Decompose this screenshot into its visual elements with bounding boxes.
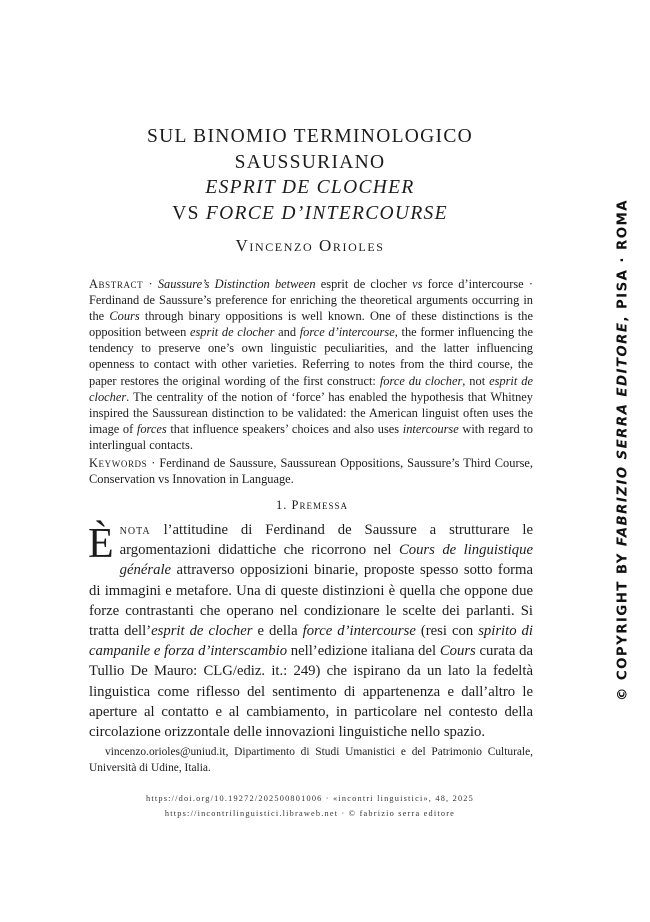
title-line-4 — [90, 201, 530, 227]
abstract-vs: vs — [412, 277, 423, 291]
body-text: (resi con — [415, 623, 479, 640]
copyright-text — [616, 199, 631, 701]
abstract-force-du-clocher: force du clocher — [379, 373, 463, 388]
keywords-label: Keywords — [89, 456, 148, 471]
body-text: e della — [252, 623, 303, 640]
title-force: FORCE D’INTERCOURSE — [205, 202, 448, 224]
abstract-text: through binary oppositions is well known. One of these distinctions is the opposition between — [89, 309, 533, 340]
abstract-text: the former influencing the tendency to preserve one’s own linguistic peculiarities, and the latter influencing openness to contact with other varieties. Referring to notes from the third course, the paper restores the original wording of the first construct: — [89, 325, 533, 388]
abstract-label: Abstract — [89, 277, 144, 291]
author-name: Vincenzo Orioles — [235, 236, 385, 255]
abstract-text: force d’intercourse · Ferdinand de Saussure’s preference for enriching the theoretical arguments occurring in the — [89, 277, 534, 324]
doi-line: https://doi.org/10.19272/202500801006 · «incontri linguistici», 48, 2025 — [145, 794, 474, 803]
abstract-forces: forces — [136, 421, 167, 436]
abstract-paragraph — [89, 276, 533, 453]
abstract-force: force d’intercourse, — [299, 325, 398, 340]
article-title — [90, 124, 530, 226]
body-text: attraverso opposizioni binarie, proposte spesso sotto forma di immagini e metafore. Una di queste distinzioni è quella che oppone due forze contrastanti che operano nel condizionare le scelte dei parlanti. Si tratta dell’ — [89, 562, 533, 640]
body-nota: nota — [119, 522, 151, 538]
abstract-text: esprit de clocher — [315, 277, 413, 291]
abstract-text: , not — [462, 373, 490, 388]
abstract-esprit-de-clocher: esprit de clocher — [89, 373, 533, 404]
section-heading: 1. Premessa — [276, 498, 348, 512]
author-affiliation-footnote — [89, 745, 533, 776]
abstract-cours: Cours — [109, 309, 140, 324]
copyright-part: © COPYRIGHT BY — [615, 546, 631, 701]
abstract-esprit: esprit de clocher — [189, 325, 275, 340]
keywords-text: Ferdinand de Saussure, Saussurean Oppositions, Saussure’s Third Course, Conservation vs Innovation in Language. — [89, 456, 533, 487]
body-text: curata da Tullio De Mauro: CLG/ediz. it.: 249) che ispirano da un lato la fedeltà linguistica come riflesso del sentimento di appartenenza e dall’altro le aperture al contatto e al cambiamento, in particolare nel contesto della circolazione orizzontale delle innovazioni linguistiche nello spazio. — [89, 643, 533, 741]
copyright-publisher: FABRIZIO SERRA EDITORE — [615, 321, 631, 547]
keywords-paragraph — [89, 455, 533, 487]
abstract-intercourse: intercourse — [402, 421, 459, 436]
abstract-block — [89, 276, 533, 487]
body-italic: spirito di campanile e forza d’interscambio — [89, 623, 533, 660]
body-italic: force d’intercourse — [302, 623, 416, 640]
title-line-2: SAUSSURIANO — [234, 151, 386, 173]
copyright-watermark — [612, 199, 634, 701]
title-line-3: ESPRIT DE CLOCHER — [205, 177, 415, 198]
body-paragraph — [89, 520, 533, 742]
body-text: l’attitudine di Ferdinand de Saussure a strutturare le argomentazioni didattiche che ricorrono nel — [119, 522, 533, 559]
drop-cap: È — [88, 521, 114, 567]
body-italic: esprit de clocher — [151, 623, 253, 640]
body-italic: Cours — [439, 643, 476, 660]
copyright-part: , PISA · ROMA — [615, 199, 631, 322]
abstract-title-italic: Saussure’s Distinction between — [157, 277, 316, 291]
body-italic: Cours de linguistique générale — [119, 542, 533, 579]
abstract-text: . The centrality of the notion of ‘force’ has enabled the hypothesis that Whitney inspired the Saussurean distinction to be validated: the American linguist often uses the image of — [89, 389, 533, 436]
title-line-1: SUL BINOMIO TERMINOLOGICO — [146, 126, 474, 147]
abstract-sep: · — [143, 277, 158, 291]
body-text: nell’edizione italiana del — [287, 643, 440, 660]
publisher-site-line: https://incontrilinguistici.libraweb.net · © fabrizio serra editore — [164, 809, 456, 818]
abstract-text: with regard to interlingual contacts. — [89, 421, 533, 452]
keywords-sep: · — [147, 456, 160, 471]
abstract-text: and — [274, 325, 300, 340]
footnote-text: vincenzo.orioles@uniud.it, Dipartimento di Studi Umanistici e del Patrimonio Culturale, Università di Udine, Italia. — [89, 746, 533, 774]
abstract-text: that influence speakers’ choices and also uses — [166, 421, 403, 436]
title-vs: VS — [172, 202, 206, 224]
